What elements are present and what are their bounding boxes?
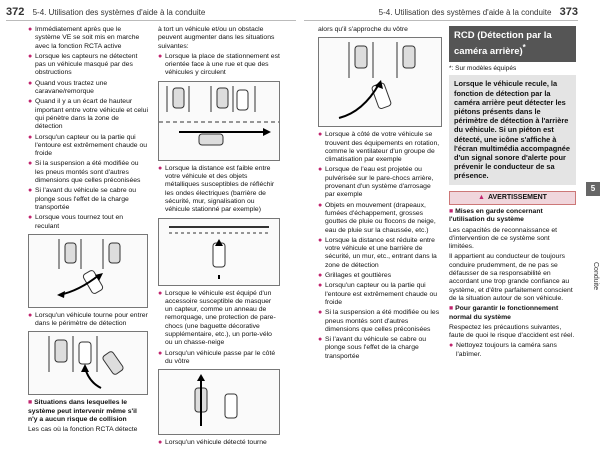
col1-bullet-7: ● Si l'avant du véhicule se cabre ou plonge sous l'effet de la charge transportée <box>28 187 137 211</box>
warning-paragraph-3: Respectez les précautions suivantes, faute de quoi le risque d'accident est réel. <box>449 323 575 340</box>
col2-bullet-3: ● Lorsque le véhicule est équipé d'un accessoire susceptible de masquer un capteur, comme un anneau de remorquage, une protection de pare-chocs (une baguette décorative supplémentaire, etc.), un porte-vélo ou un chasse-neige <box>158 289 276 347</box>
warning-header: ▲ AVERTISSEMENT <box>449 191 576 205</box>
bullet-icon: ● <box>28 133 33 141</box>
col3-bullet-2: ● Lorsque de l'eau est projetée ou pulvérisée sur le pare-chocs arrière, provenant d'un système d'arrosage par exemple <box>318 166 434 199</box>
chapter-tab-number: 5 <box>586 182 600 196</box>
warning-bullet: ● Nettoyez toujours la caméra sans l'abîmer. <box>449 342 557 358</box>
col2-bullet-1: ● Lorsque la place de stationnement est orientée face à une rue et que des véhicules y circulent <box>158 52 280 77</box>
rcd-summary-box: Lorsque le véhicule recule, la fonction de détection par la caméra arrière peut détecter les piétons présents dans le périmètre de détection à l'arrière du véhicule. Si un piéton est détecté, une icône s'affiche à l'écran multimédia accompagnée d'un signal sonore d'alerte pour prévenir le conducteur de sa présence. <box>449 75 576 184</box>
figure-vehicle-turning-in <box>28 331 148 395</box>
figure-turning-reverse <box>28 234 148 308</box>
col1-bullet-1: ● Immédiatement après que le système VE se soit mis en marche avec la fonction RCTA active <box>28 26 140 50</box>
bullet-icon: ● <box>158 349 163 357</box>
col1-bottom-text: Les cas où la fonction RCTA détecte <box>28 426 138 434</box>
column-1 <box>28 26 148 437</box>
figure-parking-facing-street <box>158 81 280 161</box>
col1-bullet-6: ● Si la suspension a été modifiée ou les pneus montés sont d'autres dimensions que celles préconisées <box>28 160 141 185</box>
col1-bullet-5: ● Lorsqu'un capteur ou la partie qui l'entoure est extrêmement chaude ou froide <box>28 133 148 158</box>
col1-bullet-mid: ● Lorsqu'un véhicule tourne pour entrer dans le périmètre de détection <box>28 311 148 328</box>
chapter-tab-label: Conduite <box>592 262 599 291</box>
bullet-icon: ● <box>28 187 33 195</box>
bullet-icon: ● <box>318 131 323 139</box>
col3-bullet-list <box>318 131 442 361</box>
bullet-icon: ● <box>449 342 454 350</box>
col3-bullet-3: ● Objets en mouvement (drapeaux, fumées d'échappement, grosses gouttes de pluie ou flocons de neige, eau de pluie sur la chaussée, etc.) <box>318 201 436 234</box>
col3-bullet-8: ● Si l'avant du véhicule se cabre ou plonge sous l'effet de la charge transportée <box>318 336 427 360</box>
left-header-rule <box>6 20 296 21</box>
bullet-icon: ● <box>318 236 323 244</box>
bullet-icon: ● <box>158 439 163 447</box>
bullet-icon: ● <box>28 52 33 60</box>
square-bullet-icon: ■ <box>28 399 33 407</box>
col2-bullet-2: ● Lorsque la distance est faible entre votre véhicule et des objets métalliques susceptibles de réfléchir les ondes électriques (barrière de sécurité, mur, signalisation ou véhicule stationné par exemple) <box>158 164 275 214</box>
bullet-icon: ● <box>28 160 33 168</box>
col3-bullet-4: ● Lorsque la distance est réduite entre votre véhicule et une barrière de sécurité, un mur, etc., entrant dans la zone de détection <box>318 236 437 269</box>
bullet-icon: ● <box>318 166 323 174</box>
warning-paragraph-1: Les capacités de reconnaissance et d'intervention de ce système sont limitées. <box>449 226 558 251</box>
bullet-icon: ● <box>28 79 33 87</box>
right-page-number: 373 <box>559 6 578 18</box>
left-chapter-title: 5-4. Utilisation des systèmes d'aide à la conduite <box>32 8 206 17</box>
col3-bullet-1: ● Lorsque à côté de votre véhicule se trouvent des équipements en rotation, comme le ventilateur d'un groupe de climatisation par exemple <box>318 131 440 164</box>
rcd-section-title: RCD (Détection par la caméra arrière)* <box>449 26 576 62</box>
col1-bullet-list <box>28 26 148 231</box>
square-bullet-icon: ■ <box>449 207 454 215</box>
col2-bullet-5: ● Lorsqu'un véhicule détecté tourne <box>158 439 267 447</box>
left-page-number: 372 <box>6 6 25 18</box>
col1-bullet-2: ● Lorsque les capteurs ne détectent pas un véhicule masqué par des obstructions <box>28 52 138 77</box>
bullet-icon: ● <box>318 201 323 209</box>
right-chapter-title: 5-4. Utilisation des systèmes d'aide à la conduite <box>378 8 552 17</box>
bullet-icon: ● <box>318 282 323 290</box>
right-page-header <box>379 6 578 20</box>
column-3 <box>318 26 442 363</box>
col2-bullet-4: ● Lorsqu'un véhicule passe par le côté du vôtre <box>158 349 276 365</box>
warning-heading-1: ■ Mises en garde concernant l'utilisation du système <box>449 207 543 224</box>
warning-triangle-icon: ▲ <box>478 193 485 201</box>
bullet-icon: ● <box>158 289 163 297</box>
col1-bottom-heading: ■ Situations dans lesquelles le système peut intervenir même s'il n'y a aucun risque de collision <box>28 399 137 424</box>
rcd-footnote: *: Sur modèles équipés <box>449 65 517 73</box>
col1-bullet-3: ● Quand vous tractez une caravane/remorque <box>28 79 108 96</box>
col3-intro: alors qu'il s'approche du vôtre <box>318 26 408 33</box>
figure-vehicle-passing-side <box>158 369 280 435</box>
bullet-icon: ● <box>28 26 33 33</box>
bullet-icon: ● <box>318 309 323 317</box>
bullet-icon: ● <box>28 311 33 319</box>
col2-intro: à tort un véhicule et/ou un obstacle peuvent augmenter dans les situations suivantes: <box>158 26 275 50</box>
col1-bullet-4: ● Quand il y a un écart de hauteur important entre votre véhicule et celui qui pénètre dans la zone de détection <box>28 98 148 131</box>
figure-metal-objects <box>158 218 280 286</box>
footnote-marker: * <box>522 43 526 52</box>
bullet-icon: ● <box>28 214 33 222</box>
column-4 <box>449 26 576 361</box>
square-bullet-icon: ■ <box>449 305 454 313</box>
col3-bullet-7: ● Si la suspension a été modifiée ou les pneus montés sont d'autres dimensions que celles préconisées <box>318 309 440 333</box>
column-2 <box>158 26 280 450</box>
col1-bullet-8: ● Lorsque vous tournez tout en reculant <box>28 214 124 230</box>
warning-heading-2: ■ Pour garantir le fonctionnement normal du système <box>449 305 559 321</box>
col3-bullet-6: ● Lorsqu'un capteur ou la partie qui l'entoure est extrêmement chaude ou froide <box>318 282 438 306</box>
bullet-icon: ● <box>318 272 323 280</box>
bullet-icon: ● <box>158 164 163 172</box>
figure-approaching-vehicle <box>318 37 442 127</box>
right-header-rule <box>304 20 578 21</box>
left-page-header <box>6 6 205 20</box>
bullet-icon: ● <box>318 336 323 344</box>
bullet-icon: ● <box>28 98 33 106</box>
warning-paragraph-2: Il appartient au conducteur de toujours conduire prudemment, de ne pas se défausser de sa responsabilité en accordant une trop grande confiance au système, et d'être parfaitement conscient de la situation autour de son véhicule. <box>449 253 573 302</box>
bullet-icon: ● <box>158 52 163 60</box>
col3-bullet-5: ● Grillages et gouttières <box>318 272 392 280</box>
